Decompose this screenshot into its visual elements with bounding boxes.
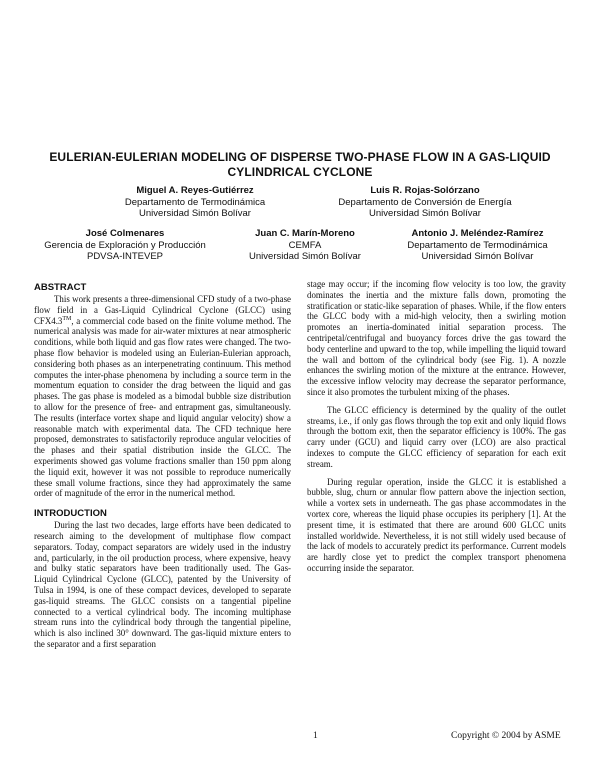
paper-title: [40, 150, 560, 180]
author-name: Juan C. Marín-Moreno: [255, 228, 355, 239]
author-1: [100, 185, 290, 220]
introduction-paragraph: During the last two decades, large efforts have been dedicated to research aiming to the development of multiphase flow compact separators. Today, compact separators are widely used in the industry and, particularly, in the oil production process, where expensive, heavy and bulky static separators have been traditionally used. The Gas-Liquid Cylindrical Cyclone (GLCC), patented by the University of Tulsa in 1994, is one of these compact devices, developed to separate gas-liquid streams. The GLCC consists on a tangential pipeline connected to a vertical cylindrical body. The incoming multiphase stream runs into the cylindrical body through the tangential pipeline, which is also inclined 30° downward. The gas-liquid mixture enters to the separator and a first separation: [34, 520, 291, 649]
abstract-text-part-2: , a commercial code based on the finite volume method. The numerical analysis was made for air-water mixtures at near atmospheric conditions, while both liquid and gas flow rates were changed. The two-phase flow behavior is modeled using an Eulerian-Eulerian approach, considering both phases as an interpenetrating continuum. This method computes the inter-phase phenomena by including a source term in the momentum equation to consider the drag between the liquid and gas phases. The gas phase is modeled as a bimodal bubble size distribution to allow for the presence of free- and entrapment gas, simultaneously. The results (interface vortex shape and liquid angular velocity) show a reasonable match with experimental data. The CFD technique here proposed, demonstrates to satisfactorily reproduce angular velocities of the phases and their spatial distribution inside the GLCC. The experiments showed gas volume fractions smaller than 150 ppm along the liquid exit, however it was not possible to reproduce numerically these small volume fractions, since they had approximately the same order of magnitude of the error in the numerical method.: [34, 315, 291, 499]
title-line-2: CYLINDRICAL CYCLONE: [227, 165, 373, 179]
author-affiliation: Departamento de Termodinámica: [407, 239, 548, 251]
abstract-paragraph: [34, 294, 291, 499]
author-institution: Universidad Simón Bolívar: [249, 251, 361, 262]
trademark-superscript: TM: [62, 315, 72, 322]
introduction-heading: INTRODUCTION: [34, 508, 107, 520]
author-2: [320, 185, 530, 220]
author-5: [390, 228, 565, 263]
author-institution: Universidad Simón Bolívar: [369, 208, 481, 219]
page-number: 1: [313, 731, 318, 741]
author-institution: PDVSA-INTEVEP: [86, 251, 164, 262]
author-affiliation: Departamento de Termodinámica: [124, 196, 266, 208]
author-affiliation: Departamento de Conversión de Energía: [338, 196, 512, 208]
title-line-1: EULERIAN-EULERIAN MODELING OF DISPERSE TWO-PHASE FLOW IN A GAS-LIQUID: [49, 150, 551, 164]
author-name: Luis R. Rojas-Solórzano: [370, 185, 480, 196]
copyright-notice: Copyright © 2004 by ASME: [451, 731, 561, 741]
author-affiliation: CEMFA: [288, 239, 322, 251]
author-affiliation: Gerencia de Exploración y Producción: [44, 239, 206, 251]
author-name: Miguel A. Reyes-Gutiérrez: [136, 185, 254, 196]
author-name: Antonio J. Meléndez-Ramírez: [411, 228, 544, 239]
abstract-heading: ABSTRACT: [34, 282, 87, 293]
abstract-text-part-1: This work presents a three-dimensional CFD study of a two-phase flow field in a Gas-Liquid Cylindrical Cyclone (GLCC) using CFX4.3: [34, 294, 291, 326]
author-institution: Universidad Simón Bolívar: [421, 251, 534, 262]
author-4: [235, 228, 375, 263]
intro-paragraph-continued: stage may occur; if the incoming flow velocity is too low, the gravity dominates the inertia and the mixture falls down, promoting the stratification or static-like separation of phases. While, if the flow enters the GLCC body with a mid-high velocity, then a swirling motion promotes an inertia-dominated initial separation process. The centripetal/centrifugal and buoyancy forces drive the gas toward the body centerline and upward to the top, while impelling the liquid toward the wall and bottom of the cylindrical body (see Fig. 1). A nozzle enhances the swirling motion of the mixture at the entrance. However, the excessive inflow velocity may decrease the separator performance, since it also promotes the turbulent mixing of the phases.: [307, 279, 566, 397]
glcc-efficiency-paragraph: The GLCC efficiency is determined by the quality of the outlet streams, i.e., if only gas flows through the top exit and only liquid flows through the bottom exit, then the separator efficiency is 100%. The gas carry under (GCU) and liquid carry over (LCO) are also practical indexes to compute the GLCC efficiency of separation for each exit stream.: [307, 404, 566, 469]
author-institution: Universidad Simón Bolívar: [139, 208, 251, 219]
author-3: [30, 228, 220, 263]
left-column: [34, 282, 291, 650]
author-name: José Colmenares: [85, 228, 165, 239]
regular-operation-paragraph: During regular operation, inside the GLCC it is established a bubble, slug, churn or annular flow pattern above the injection section, while a vortex sets in underneath. The gas phase accommodates in the vortex core, whereas the liquid phase occupies its periphery [1]. At the present time, it is estimated that there are around 600 GLCC units installed worldwide. Nevertheless, it is not still widely used because of the lack of models to accurately predict its performance. Current models are hardly close yet to predict the complex transport phenomena occurring inside the separator.: [307, 476, 566, 573]
right-column: [307, 279, 566, 574]
